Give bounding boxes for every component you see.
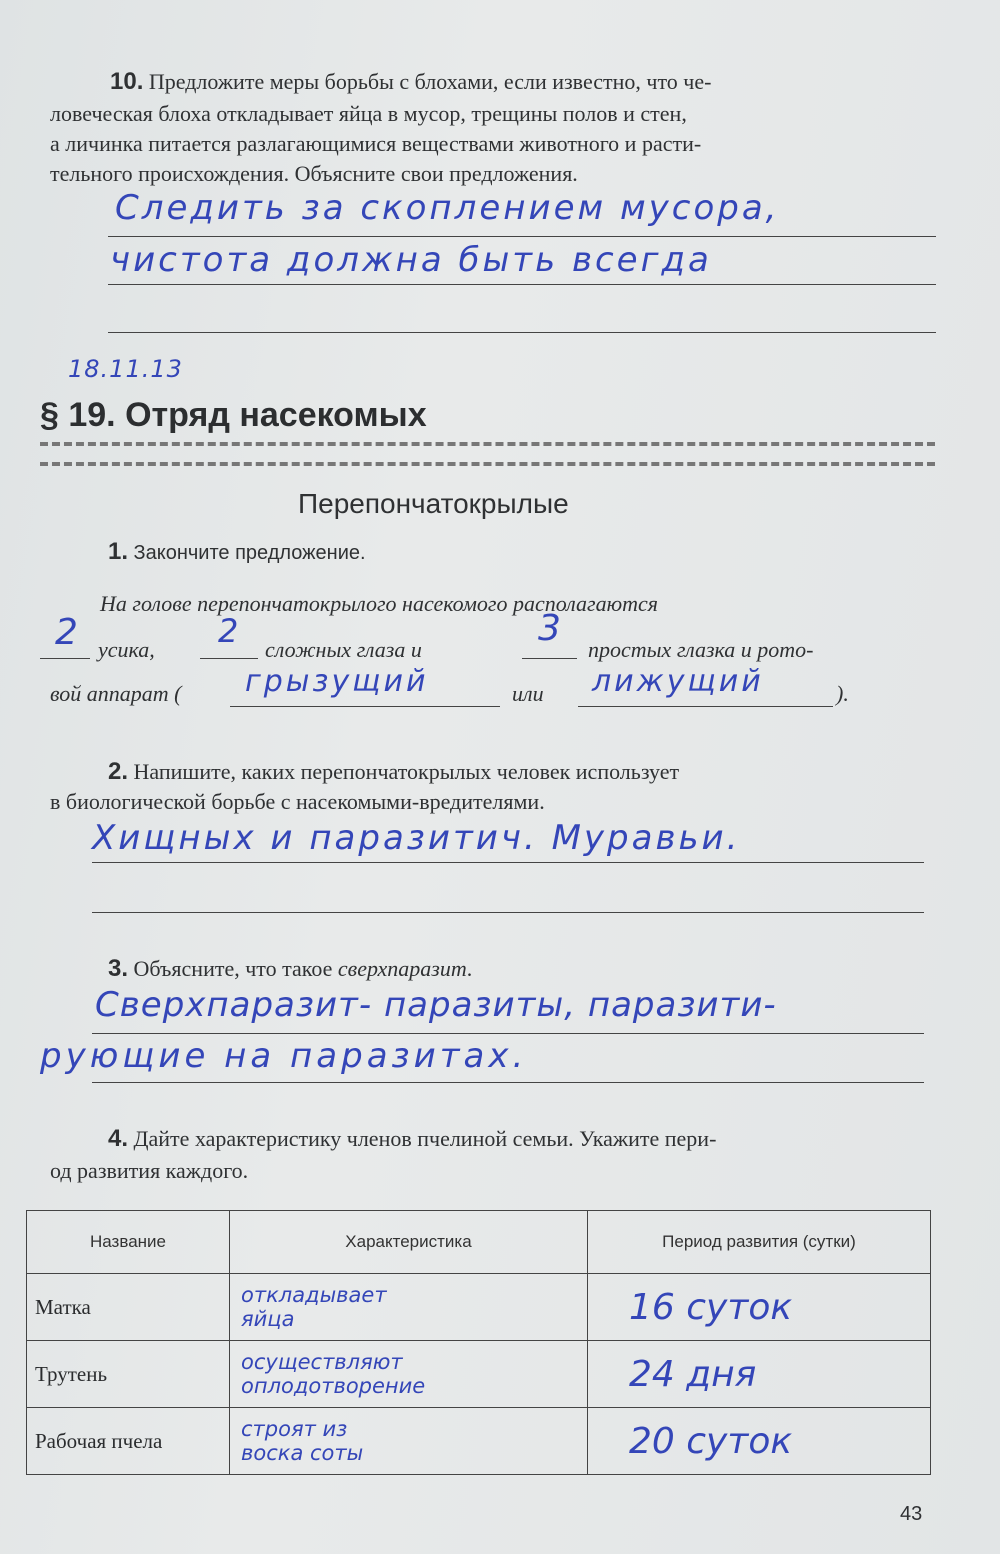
blank-eyes: 2: [218, 612, 242, 650]
header-period: Период развития (сутки): [588, 1211, 931, 1274]
divider: [40, 462, 935, 466]
row-period: [588, 1341, 931, 1408]
answer-line: [92, 1033, 924, 1034]
divider: [40, 442, 935, 446]
char-line2: воска соты: [241, 1441, 364, 1465]
char-line1: строят из: [241, 1417, 348, 1441]
page-number: 43: [900, 1503, 923, 1525]
task4-line2: од развития каждого.: [50, 1158, 249, 1183]
row-characteristic: [230, 1408, 588, 1475]
handwritten-date: 18.11.13: [68, 355, 183, 383]
task4-text1: Дайте характеристику членов пчелиной семьи. Укажите пери-: [133, 1126, 717, 1151]
table-row: [27, 1274, 931, 1341]
period-value: 24 дня: [629, 1353, 757, 1395]
blank-simple-eyes: 3: [538, 608, 564, 649]
answer-line: [92, 1082, 924, 1083]
task10-line3: а личинка питается разлагающимися веществами животного и расти-: [50, 131, 702, 156]
text-eyes: сложных глаза и: [265, 637, 422, 662]
task1-number: 1.: [108, 538, 129, 565]
task10-line1: [110, 68, 940, 96]
blank-type1: грызущий: [245, 664, 429, 699]
blank-line: [578, 706, 833, 707]
char-line2: оплодотворение: [241, 1374, 426, 1398]
header-characteristic: Характеристика: [230, 1211, 588, 1274]
row-characteristic: [230, 1274, 588, 1341]
text-simple: простых глазка и рото-: [588, 637, 814, 662]
blank-line: [40, 658, 90, 659]
table-header-row: [27, 1211, 931, 1274]
row-name: Матка: [27, 1274, 230, 1341]
text-antennae: усика,: [98, 637, 155, 662]
answer-line: [92, 912, 924, 913]
task10-line4: тельного происхождения. Объясните свои предложения.: [50, 161, 578, 186]
row-period: [588, 1274, 931, 1341]
char-line1: осуществляют: [241, 1350, 403, 1374]
task10-line2: ловеческая блоха откладывает яйца в мусор, трещины полов и стен,: [50, 101, 687, 126]
task3-term: сверхпаразит: [337, 956, 467, 981]
header-name: Название: [27, 1211, 230, 1274]
blank-type2: лижущий: [592, 664, 764, 699]
blank-line: [230, 706, 500, 707]
row-name: Трутень: [27, 1341, 230, 1408]
row-name: Рабочая пчела: [27, 1408, 230, 1475]
task3-answer1: Сверхпаразит- паразиты, паразити-: [95, 985, 777, 1025]
task2-answer: Хищных и паразитич. Муравьи.: [92, 818, 741, 858]
row-period: [588, 1408, 931, 1475]
task3-answer2: рующие на паразитах.: [40, 1036, 528, 1076]
task4-number: 4.: [108, 1125, 129, 1152]
answer-line: [108, 284, 936, 285]
period-value: 16 суток: [629, 1286, 793, 1328]
task10-text1: Предложите меры борьбы с блохами, если известно, что че-: [148, 69, 712, 94]
period-value: 20 суток: [629, 1420, 793, 1462]
char-line1: откладывает: [241, 1283, 387, 1307]
task2-line2: в биологической борьбе с насекомыми-вредителями.: [50, 789, 545, 814]
task2-line1: [108, 758, 679, 786]
task4-line1: [108, 1125, 716, 1153]
task10-number: 10.: [110, 68, 144, 95]
task2-text1: Напишите, каких перепончатокрылых человек использует: [133, 759, 680, 784]
text-or: или: [512, 681, 544, 706]
task3-text: Объясните, что такое: [133, 956, 333, 981]
blank-antennae: 2: [55, 612, 81, 653]
answer-line: [108, 332, 936, 333]
table-row: [27, 1408, 931, 1475]
blank-line: [200, 658, 258, 659]
section-title: § 19. Отряд насекомых: [40, 396, 427, 434]
task3-dot: .: [466, 956, 473, 981]
task1-prompt: Закончите предложение.: [133, 542, 366, 564]
task2-number: 2.: [108, 758, 129, 785]
task1-sentence: На голове перепончатокрылого насекомого располагаются: [100, 591, 659, 616]
task3-line: [108, 955, 472, 983]
task10-answer2: чистота должна быть всегда: [110, 240, 712, 280]
task3-number: 3.: [108, 955, 129, 982]
task10-answer1: Следить за скоплением мусора,: [115, 188, 780, 228]
blank-line: [522, 658, 577, 659]
row-characteristic: [230, 1341, 588, 1408]
answer-line: [108, 236, 936, 237]
table-row: [27, 1341, 931, 1408]
text-close: ).: [836, 681, 849, 706]
char-line2: яйца: [241, 1307, 295, 1331]
subsection-title: Перепончатокрылые: [298, 488, 569, 519]
text-apparatus: вой аппарат (: [50, 681, 182, 706]
answer-line: [92, 862, 924, 863]
bee-family-table: [26, 1210, 931, 1475]
task1-line1: [108, 538, 366, 567]
